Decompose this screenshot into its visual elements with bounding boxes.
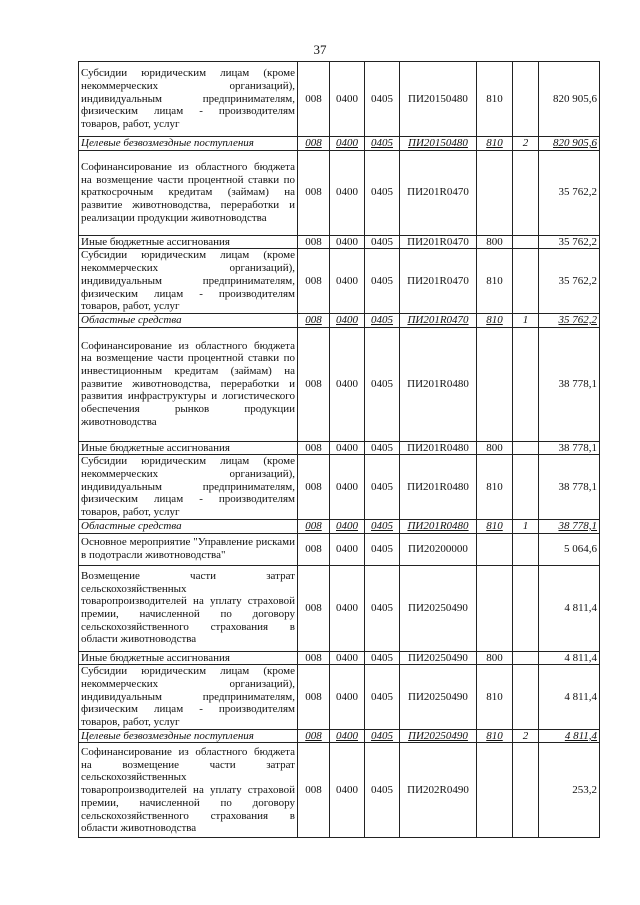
cell-pr: 0405 (365, 455, 400, 520)
cell-ved: 008 (298, 137, 330, 151)
table-row (79, 313, 600, 327)
cell-name: Областные средства (79, 519, 298, 533)
cell-sum: 35 762,2 (539, 313, 600, 327)
table-row (79, 441, 600, 455)
cell-csr: ПИ20250490 (400, 729, 477, 743)
budget-table (78, 61, 600, 838)
cell-csr: ПИ201R0470 (400, 313, 477, 327)
cell-rz: 0400 (330, 743, 365, 838)
cell-csr: ПИ20250490 (400, 565, 477, 651)
cell-pr: 0405 (365, 441, 400, 455)
cell-name: Основное мероприятие "Управление рисками в подотрасли животноводства" (79, 533, 298, 565)
cell-vr: 810 (477, 665, 513, 730)
cell-ved: 008 (298, 327, 330, 441)
table-row (79, 651, 600, 665)
cell-src: 1 (513, 519, 539, 533)
cell-name: Субсидии юридическим лицам (кроме некоммерческих организаций), индивидуальным предпринимателям, физическим лицам - производителям товаров, работ, услуг (79, 62, 298, 137)
cell-csr: ПИ202R0490 (400, 743, 477, 838)
cell-pr: 0405 (365, 665, 400, 730)
cell-csr: ПИ201R0480 (400, 519, 477, 533)
cell-name: Областные средства (79, 313, 298, 327)
cell-src (513, 235, 539, 249)
page-number: 37 (313, 42, 327, 57)
cell-name: Иные бюджетные ассигнования (79, 441, 298, 455)
cell-name: Софинансирование из областного бюджета на возмещение части процентной ставки по инвестиционным кредитам (займам) на развитие животноводства, переработки и развития инфраструктуры и логистического обеспечения рынков продукции животноводства (79, 327, 298, 441)
cell-rz: 0400 (330, 565, 365, 651)
cell-pr: 0405 (365, 313, 400, 327)
cell-name: Субсидии юридическим лицам (кроме некоммерческих организаций), индивидуальным предпринимателям, физическим лицам - производителям товаров, работ, услуг (79, 665, 298, 730)
cell-rz: 0400 (330, 729, 365, 743)
cell-name: Софинансирование из областного бюджета на возмещение части процентной ставки по краткосрочным кредитам (займам) на развитие животноводства, переработки и реализации продукции животноводства (79, 150, 298, 235)
cell-sum: 38 778,1 (539, 519, 600, 533)
cell-ved: 008 (298, 519, 330, 533)
cell-sum: 35 762,2 (539, 235, 600, 249)
cell-name: Целевые безвозмездные поступления (79, 729, 298, 743)
cell-rz: 0400 (330, 327, 365, 441)
cell-rz: 0400 (330, 62, 365, 137)
cell-sum: 38 778,1 (539, 455, 600, 520)
cell-sum: 4 811,4 (539, 565, 600, 651)
cell-ved: 008 (298, 743, 330, 838)
cell-name: Субсидии юридическим лицам (кроме некоммерческих организаций), индивидуальным предпринимателям, физическим лицам - производителям товаров, работ, услуг (79, 249, 298, 314)
cell-name: Возмещение части затрат сельскохозяйственных товаропроизводителей на уплату страховой премии, начисленной по договору сельскохозяйственного страхования в области животноводства (79, 565, 298, 651)
cell-vr: 810 (477, 62, 513, 137)
table-row (79, 729, 600, 743)
cell-src: 1 (513, 313, 539, 327)
cell-vr: 810 (477, 729, 513, 743)
cell-src (513, 62, 539, 137)
cell-src (513, 533, 539, 565)
cell-pr: 0405 (365, 62, 400, 137)
cell-csr: ПИ201R0470 (400, 249, 477, 314)
cell-sum: 35 762,2 (539, 249, 600, 314)
cell-vr (477, 565, 513, 651)
cell-sum: 820 905,6 (539, 137, 600, 151)
cell-vr (477, 327, 513, 441)
table-row (79, 743, 600, 838)
cell-vr: 810 (477, 519, 513, 533)
cell-csr: ПИ20150480 (400, 137, 477, 151)
cell-ved: 008 (298, 665, 330, 730)
cell-src (513, 665, 539, 730)
cell-src: 2 (513, 137, 539, 151)
cell-pr: 0405 (365, 137, 400, 151)
cell-src (513, 249, 539, 314)
cell-name: Субсидии юридическим лицам (кроме некоммерческих организаций), индивидуальным предпринимателям, физическим лицам - производителям товаров, работ, услуг (79, 455, 298, 520)
cell-sum: 253,2 (539, 743, 600, 838)
cell-sum: 820 905,6 (539, 62, 600, 137)
cell-pr: 0405 (365, 327, 400, 441)
cell-csr: ПИ20250490 (400, 665, 477, 730)
cell-src (513, 455, 539, 520)
table-row (79, 455, 600, 520)
cell-sum: 35 762,2 (539, 150, 600, 235)
cell-csr: ПИ201R0480 (400, 327, 477, 441)
cell-sum: 5 064,6 (539, 533, 600, 565)
cell-pr: 0405 (365, 235, 400, 249)
cell-sum: 38 778,1 (539, 327, 600, 441)
cell-rz: 0400 (330, 519, 365, 533)
table-row (79, 533, 600, 565)
cell-pr: 0405 (365, 519, 400, 533)
cell-name: Софинансирование из областного бюджета на возмещение части затрат сельскохозяйственных товаропроизводителей на уплату страховой премии, начисленной по договору сельскохозяйственного страхования в области животноводства (79, 743, 298, 838)
cell-sum: 38 778,1 (539, 441, 600, 455)
cell-csr: ПИ20150480 (400, 62, 477, 137)
cell-name: Целевые безвозмездные поступления (79, 137, 298, 151)
cell-csr: ПИ20250490 (400, 651, 477, 665)
cell-vr: 800 (477, 235, 513, 249)
table-row (79, 519, 600, 533)
cell-csr: ПИ201R0470 (400, 235, 477, 249)
table-row (79, 249, 600, 314)
cell-pr: 0405 (365, 150, 400, 235)
cell-ved: 008 (298, 235, 330, 249)
cell-ved: 008 (298, 455, 330, 520)
cell-rz: 0400 (330, 533, 365, 565)
cell-ved: 008 (298, 62, 330, 137)
cell-sum: 4 811,4 (539, 665, 600, 730)
cell-csr: ПИ201R0470 (400, 150, 477, 235)
cell-vr (477, 743, 513, 838)
cell-rz: 0400 (330, 235, 365, 249)
cell-rz: 0400 (330, 665, 365, 730)
cell-csr: ПИ201R0480 (400, 441, 477, 455)
cell-ved: 008 (298, 651, 330, 665)
cell-vr: 810 (477, 249, 513, 314)
cell-sum: 4 811,4 (539, 729, 600, 743)
table-row (79, 150, 600, 235)
cell-rz: 0400 (330, 651, 365, 665)
cell-ved: 008 (298, 249, 330, 314)
cell-sum: 4 811,4 (539, 651, 600, 665)
cell-vr: 810 (477, 455, 513, 520)
cell-src (513, 150, 539, 235)
table-row (79, 62, 600, 137)
cell-rz: 0400 (330, 441, 365, 455)
cell-rz: 0400 (330, 150, 365, 235)
cell-src (513, 651, 539, 665)
cell-pr: 0405 (365, 249, 400, 314)
cell-vr: 800 (477, 441, 513, 455)
cell-vr (477, 150, 513, 235)
table-row (79, 327, 600, 441)
cell-src: 2 (513, 729, 539, 743)
cell-ved: 008 (298, 533, 330, 565)
table-row (79, 235, 600, 249)
table-row (79, 137, 600, 151)
cell-ved: 008 (298, 441, 330, 455)
cell-vr (477, 533, 513, 565)
cell-ved: 008 (298, 565, 330, 651)
cell-ved: 008 (298, 150, 330, 235)
cell-pr: 0405 (365, 565, 400, 651)
cell-vr: 800 (477, 651, 513, 665)
cell-name: Иные бюджетные ассигнования (79, 235, 298, 249)
cell-pr: 0405 (365, 729, 400, 743)
cell-rz: 0400 (330, 137, 365, 151)
cell-rz: 0400 (330, 249, 365, 314)
cell-pr: 0405 (365, 533, 400, 565)
cell-ved: 008 (298, 729, 330, 743)
table-body (79, 62, 600, 838)
cell-src (513, 327, 539, 441)
cell-pr: 0405 (365, 743, 400, 838)
cell-vr: 810 (477, 137, 513, 151)
cell-rz: 0400 (330, 313, 365, 327)
cell-src (513, 441, 539, 455)
cell-pr: 0405 (365, 651, 400, 665)
cell-src (513, 743, 539, 838)
cell-name: Иные бюджетные ассигнования (79, 651, 298, 665)
table-row (79, 665, 600, 730)
cell-csr: ПИ201R0480 (400, 455, 477, 520)
cell-csr: ПИ20200000 (400, 533, 477, 565)
cell-src (513, 565, 539, 651)
cell-vr: 810 (477, 313, 513, 327)
cell-ved: 008 (298, 313, 330, 327)
table-row (79, 565, 600, 651)
cell-rz: 0400 (330, 455, 365, 520)
